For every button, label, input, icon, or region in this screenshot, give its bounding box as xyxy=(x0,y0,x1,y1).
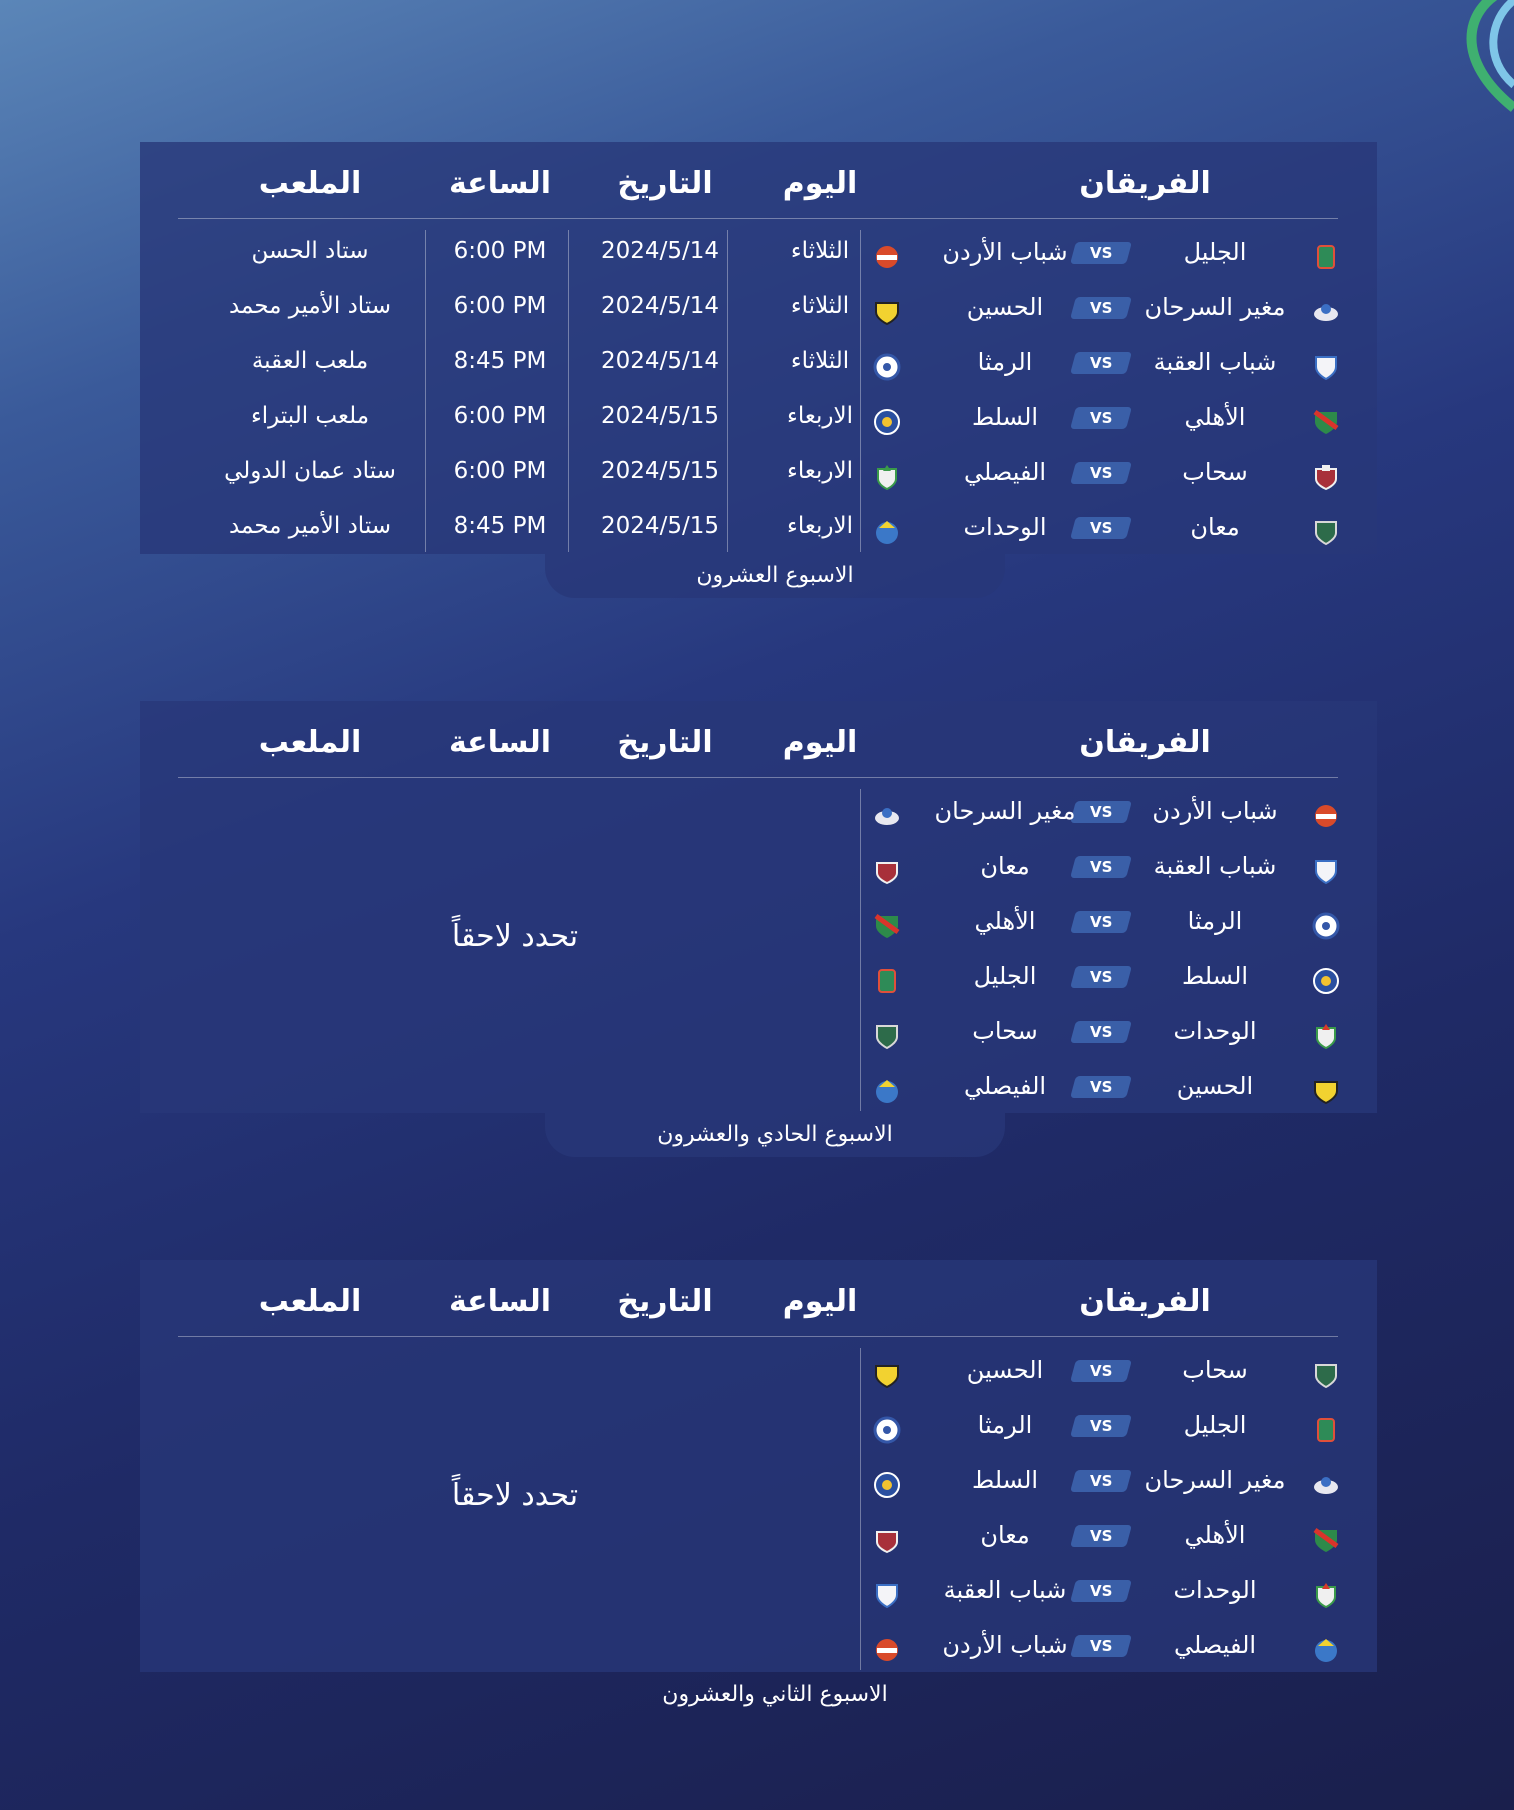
week-22-panel xyxy=(140,1260,1377,1672)
away-team: السلط xyxy=(971,403,1039,431)
header-day: اليوم xyxy=(782,1284,858,1319)
wehdat-crest-icon xyxy=(1312,1581,1340,1609)
week-title: الاسبوع الثاني والعشرون xyxy=(662,1682,888,1707)
match-row xyxy=(140,505,1377,559)
sahab-crest-icon xyxy=(873,1022,901,1050)
match-date: 2024/5/14 xyxy=(601,238,719,264)
match-venue: ملعب العقبة xyxy=(251,348,369,374)
home-team: شباب الأردن xyxy=(1152,797,1278,825)
away-team: شباب الأردن xyxy=(942,1631,1068,1659)
vs-label: VS xyxy=(1089,464,1113,482)
home-team: الوحدات xyxy=(1173,1017,1257,1045)
vs-label: VS xyxy=(1089,1637,1113,1655)
vs-label: VS xyxy=(1089,968,1113,986)
match-row xyxy=(140,1064,1377,1118)
home-team: سحاب xyxy=(1182,1356,1248,1384)
jalil-crest-icon xyxy=(873,967,901,995)
home-team: الأهلي xyxy=(1184,403,1246,431)
home-team: الأهلي xyxy=(1184,1521,1246,1549)
away-team: الوحدات xyxy=(963,513,1047,541)
ahli-crest-icon xyxy=(873,912,901,940)
away-team: السلط xyxy=(971,1466,1039,1494)
schedule-tbd: تحدد لاحقاً xyxy=(451,1478,579,1513)
away-team: معان xyxy=(980,852,1030,880)
jalil-crest-icon xyxy=(1312,1416,1340,1444)
match-time: 6:00 PM xyxy=(453,293,547,319)
away-team: الرمثا xyxy=(977,348,1033,376)
match-date: 2024/5/15 xyxy=(601,458,719,484)
ahli-crest-icon xyxy=(1312,408,1340,436)
salt-crest-icon xyxy=(873,1471,901,1499)
header-date: التاريخ xyxy=(617,725,713,760)
maan-crest-icon xyxy=(873,857,901,885)
away-team: شباب العقبة xyxy=(943,1576,1067,1604)
match-venue: ستاد الأمير محمد xyxy=(228,513,392,539)
hussein-crest-icon xyxy=(1312,1077,1340,1105)
vs-label: VS xyxy=(1089,409,1113,427)
match-row xyxy=(140,1458,1377,1512)
vs-label: VS xyxy=(1089,913,1113,931)
faisaly-crest-icon xyxy=(1312,1636,1340,1664)
match-venue: ستاد عمان الدولي xyxy=(224,458,396,484)
vs-label: VS xyxy=(1089,1417,1113,1435)
table-header xyxy=(140,701,1377,779)
ahli-crest-icon xyxy=(1312,1526,1340,1554)
header-time: الساعة xyxy=(448,166,552,201)
header-divider xyxy=(178,218,1338,219)
home-team: الوحدات xyxy=(1173,1576,1257,1604)
match-date: 2024/5/14 xyxy=(601,293,719,319)
header-date: التاريخ xyxy=(617,1284,713,1319)
away-team: مغير السرحان xyxy=(934,797,1076,825)
aqaba-crest-icon xyxy=(1312,353,1340,381)
match-day: الاربعاء xyxy=(787,403,853,429)
week-title: الاسبوع العشرون xyxy=(545,554,1005,598)
header-day: اليوم xyxy=(782,725,858,760)
away-team: الرمثا xyxy=(977,1411,1033,1439)
match-row xyxy=(140,899,1377,953)
away-team: الأهلي xyxy=(974,907,1036,935)
match-row xyxy=(140,789,1377,843)
away-team: الحسين xyxy=(966,1356,1044,1384)
home-team: الجليل xyxy=(1183,1411,1247,1439)
table-header xyxy=(140,1260,1377,1338)
sahab-crest-icon xyxy=(1312,1361,1340,1389)
match-row xyxy=(140,1403,1377,1457)
header-teams: الفريقان xyxy=(1079,1284,1211,1319)
header-divider xyxy=(178,777,1338,778)
sahab-crest-icon xyxy=(1312,463,1340,491)
match-day: الثلاثاء xyxy=(790,293,850,319)
match-venue: ملعب البتراء xyxy=(250,403,370,429)
home-team: مغير السرحان xyxy=(1144,293,1286,321)
match-time: 8:45 PM xyxy=(453,513,547,539)
header-date: التاريخ xyxy=(617,166,713,201)
header-time: الساعة xyxy=(448,725,552,760)
match-row xyxy=(140,395,1377,449)
match-venue: ستاد الحسن xyxy=(251,238,369,264)
aqaba-crest-icon xyxy=(1312,857,1340,885)
match-day: الاربعاء xyxy=(787,513,853,539)
vs-label: VS xyxy=(1089,1362,1113,1380)
salt-crest-icon xyxy=(1312,967,1340,995)
vs-label: VS xyxy=(1089,1582,1113,1600)
match-row xyxy=(140,340,1377,394)
vs-label: VS xyxy=(1089,519,1113,537)
match-row xyxy=(140,1009,1377,1063)
table-header xyxy=(140,142,1377,220)
vs-label: VS xyxy=(1089,1078,1113,1096)
vs-label: VS xyxy=(1089,354,1113,372)
week-21-panel xyxy=(140,701,1377,1113)
week-20-panel xyxy=(140,142,1377,554)
home-team: شباب العقبة xyxy=(1153,852,1277,880)
match-time: 6:00 PM xyxy=(453,458,547,484)
mughayer-crest-icon xyxy=(1312,298,1340,326)
home-team: الجليل xyxy=(1183,238,1247,266)
league-logo-icon xyxy=(1434,0,1514,130)
away-team: شباب الأردن xyxy=(942,238,1068,266)
home-team: الحسين xyxy=(1176,1072,1254,1100)
ramtha-crest-icon xyxy=(873,1416,901,1444)
vs-label: VS xyxy=(1089,803,1113,821)
match-day: الثلاثاء xyxy=(790,348,850,374)
away-team: الفيصلي xyxy=(963,1072,1047,1100)
away-team: الفيصلي xyxy=(963,458,1047,486)
vs-label: VS xyxy=(1089,244,1113,262)
home-team: شباب العقبة xyxy=(1153,348,1277,376)
shabab-alordon-crest-icon xyxy=(1312,802,1340,830)
header-venue: الملعب xyxy=(258,166,362,201)
ramtha-crest-icon xyxy=(1312,912,1340,940)
match-row xyxy=(140,1623,1377,1677)
away-team: معان xyxy=(980,1521,1030,1549)
maan-crest-icon xyxy=(1312,518,1340,546)
match-time: 8:45 PM xyxy=(453,348,547,374)
vs-label: VS xyxy=(1089,1472,1113,1490)
home-team: سحاب xyxy=(1182,458,1248,486)
shabab-alordon-crest-icon xyxy=(873,1636,901,1664)
match-day: الاربعاء xyxy=(787,458,853,484)
vs-label: VS xyxy=(1089,858,1113,876)
vs-label: VS xyxy=(1089,299,1113,317)
match-row xyxy=(140,230,1377,284)
match-row xyxy=(140,844,1377,898)
header-time: الساعة xyxy=(448,1284,552,1319)
faisaly-crest-icon xyxy=(873,1077,901,1105)
match-row xyxy=(140,1513,1377,1567)
match-time: 6:00 PM xyxy=(453,403,547,429)
hussein-crest-icon xyxy=(873,1361,901,1389)
header-teams: الفريقان xyxy=(1079,166,1211,201)
header-day: اليوم xyxy=(782,166,858,201)
aqaba-crest-icon xyxy=(873,1581,901,1609)
match-time: 6:00 PM xyxy=(453,238,547,264)
match-row xyxy=(140,450,1377,504)
home-team: مغير السرحان xyxy=(1144,1466,1286,1494)
vs-label: VS xyxy=(1089,1527,1113,1545)
wehdat-crest-icon xyxy=(1312,1022,1340,1050)
home-team: السلط xyxy=(1181,962,1249,990)
away-team: الجليل xyxy=(973,962,1037,990)
mughayer-crest-icon xyxy=(873,802,901,830)
jalil-crest-icon xyxy=(1312,243,1340,271)
home-team: معان xyxy=(1190,513,1240,541)
match-row xyxy=(140,1348,1377,1402)
match-date: 2024/5/15 xyxy=(601,403,719,429)
match-day: الثلاثاء xyxy=(790,238,850,264)
match-row xyxy=(140,1568,1377,1622)
match-date: 2024/5/14 xyxy=(601,348,719,374)
header-venue: الملعب xyxy=(258,1284,362,1319)
mughayer-crest-icon xyxy=(1312,1471,1340,1499)
header-teams: الفريقان xyxy=(1079,725,1211,760)
match-date: 2024/5/15 xyxy=(601,513,719,539)
week-title: الاسبوع الحادي والعشرون xyxy=(545,1113,1005,1157)
home-team: الرمثا xyxy=(1187,907,1243,935)
match-venue: ستاد الأمير محمد xyxy=(228,293,392,319)
away-team: الحسين xyxy=(966,293,1044,321)
schedule-tbd: تحدد لاحقاً xyxy=(451,919,579,954)
match-row xyxy=(140,285,1377,339)
away-team: سحاب xyxy=(972,1017,1038,1045)
vs-label: VS xyxy=(1089,1023,1113,1041)
maan-crest-icon xyxy=(873,1526,901,1554)
match-row xyxy=(140,954,1377,1008)
home-team: الفيصلي xyxy=(1173,1631,1257,1659)
header-divider xyxy=(178,1336,1338,1337)
header-venue: الملعب xyxy=(258,725,362,760)
